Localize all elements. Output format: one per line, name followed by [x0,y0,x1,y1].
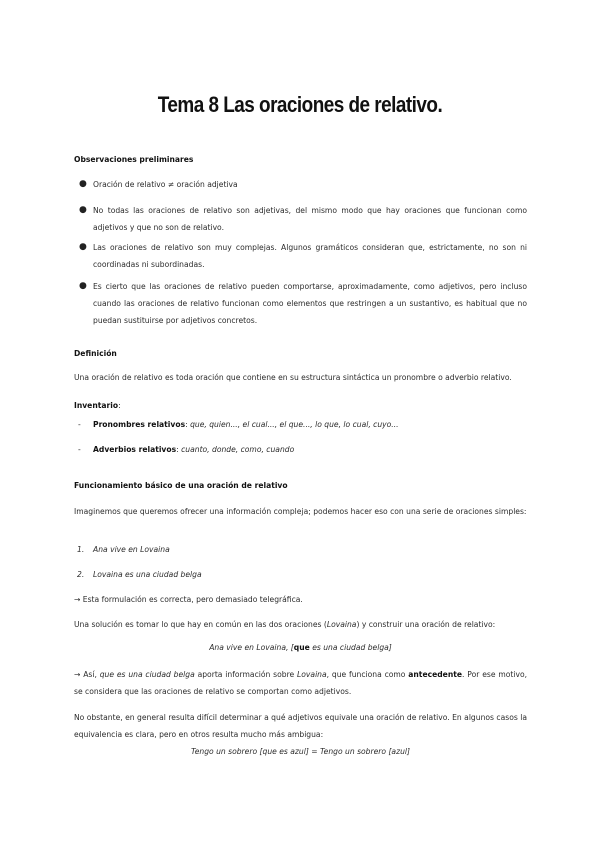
example-sentence: Lovaina es una ciudad belga [93,570,202,579]
page-title: Tema 8 Las oraciones de relativo. [157,92,443,117]
inventario-item: Pronombres relativos: que, quien..., el cual..., el que..., lo que, lo cual, cuyo... [93,420,399,429]
bullet-dot: ● [79,281,87,291]
list-number: 1. [77,545,85,554]
paragraph: Imaginemos que queremos ofrecer una información compleja; podemos hacer eso con una serie de oraciones simples: [74,507,527,516]
list-item: Es cierto que las oraciones de relativo pueden comportarse, aproximadamente, como adjetivos, pero incluso cuando las oraciones de relativo funcionan como elementos que restringen a un sustantivo, es habitual que no puedan sustituirse por adjetivos concretos. [93,282,527,325]
inventario-item: Adverbios relativos: cuanto, donde, como, cuando [93,445,295,454]
bullet-dot: ● [79,242,87,252]
paragraph-antecedente: → Así, que es una ciudad belga aporta información sobre Lovaina, que funciona como antecedente. Por ese motivo, se considera que las oraciones de relativo se comportan como adjetivos. [74,670,528,696]
list-item: Oración de relativo ≠ oración adjetiva [93,180,238,189]
definition-text: Una oración de relativo es toda oración que contiene en su estructura sintáctica un pronombre o adverbio relativo. [74,373,512,382]
example-equivalence: Tengo un sobrero [que es azul] = Tengo un sobrero [azul] [191,747,410,756]
list-item: No todas las oraciones de relativo son adjetivas, del mismo modo que hay oraciones que funcionan como adjetivos y que no son de relativo. [93,206,527,232]
note: → Esta formulación es correcta, pero demasiado telegráfica. [74,595,303,604]
list-number: 2. [77,570,85,579]
section-heading-definicion: Definición [74,349,117,358]
dash-marker: - [78,420,81,429]
paragraph: Una solución es tomar lo que hay en común en las dos oraciones (Lovaina) y construir una oración de relativo: [74,620,496,629]
example-sentence: Ana vive en Lovaina [93,545,170,554]
list-item: Las oraciones de relativo son muy complejas. Algunos gramáticos consideran que, estrictamente, no son ni coordinadas ni subordinadas. [93,243,527,269]
paragraph: No obstante, en general resulta difícil determinar a qué adjetivos equivale una oración de relativo. En algunos casos la equivalencia es clara, pero en otros resulta mucho más ambigua: [74,713,527,739]
section-heading-funcionamiento: Funcionamiento básico de una oración de relativo [74,481,288,490]
dash-marker: - [78,445,81,454]
example-relative: Ana vive en Lovaina, [que es una ciudad belga] [209,643,392,652]
section-heading-observaciones: Observaciones preliminares [74,155,194,164]
bullet-dot: ● [79,205,87,215]
inventario-label: Inventario: [74,401,121,410]
bullet-dot: ● [79,179,87,189]
